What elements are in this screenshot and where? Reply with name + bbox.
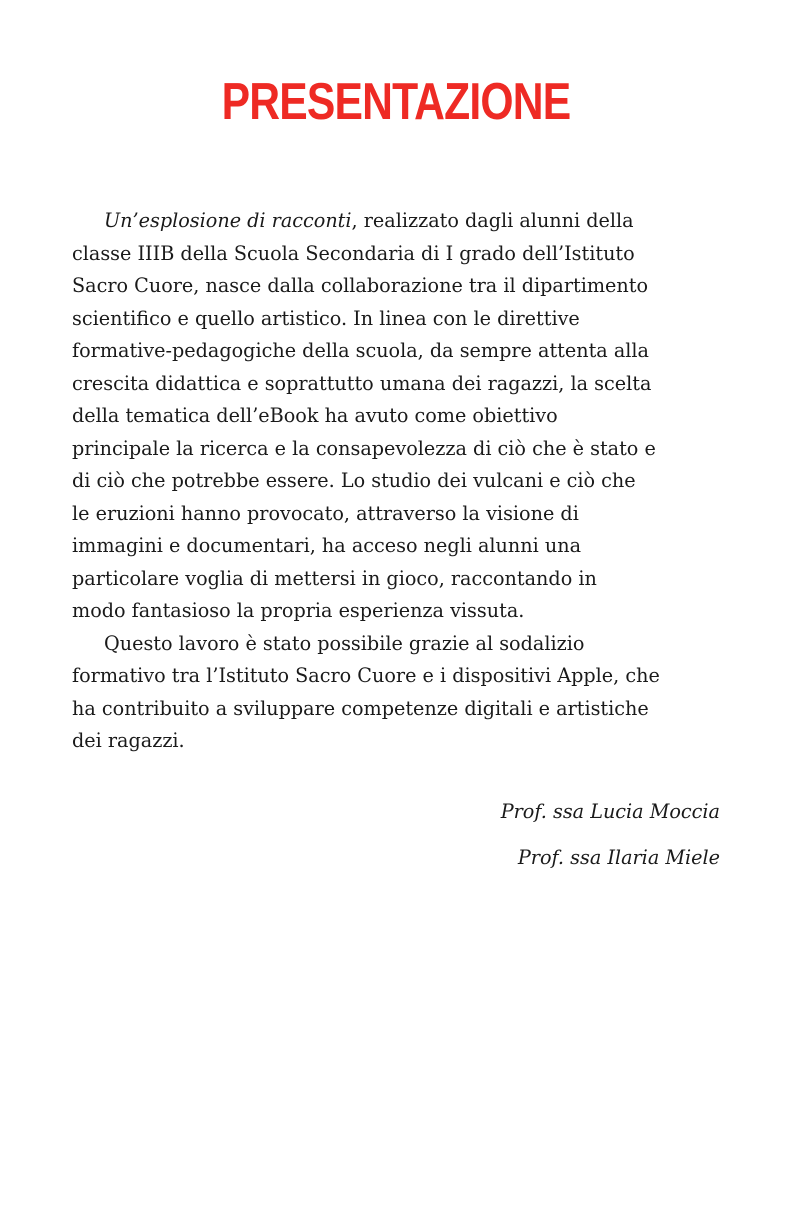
paragraph-line: immagini e documentari, ha acceso negli alunni una	[72, 534, 582, 557]
ebook-title-italic: Un’esplosione di racconti	[104, 209, 352, 232]
signature-author: Prof. ssa Lucia Moccia	[500, 800, 720, 823]
presentation-body	[72, 205, 732, 758]
signature-author: Prof. ssa Ilaria Miele	[517, 846, 720, 869]
paragraph-line: di ciò che potrebbe essere. Lo studio dei vulcani e ciò che	[72, 469, 636, 492]
paragraph-line: scientifico e quello artistico. In linea con le direttive	[72, 306, 580, 330]
paragraph-line-text: , realizzato dagli alunni della	[351, 209, 634, 232]
paragraph-line: Questo lavoro è stato possibile grazie al sodalizio	[104, 631, 585, 655]
paragraph-line: formativo tra l’Istituto Sacro Cuore e i dispositivi Apple, che	[72, 664, 660, 687]
paragraph-line: le eruzioni hanno provocato, attraverso la visione di	[72, 501, 579, 525]
page-title: PRESENTAZIONE	[221, 73, 571, 131]
paragraph-line: classe IIIB della Scuola Secondaria di I grado dell’Istituto	[72, 241, 635, 265]
paragraph-line: principale la ricerca e la consapevolezza di ciò che è stato e	[72, 436, 656, 460]
paragraph-line: particolare voglia di mettersi in gioco, raccontando in	[72, 566, 597, 590]
paragraph-line: dei ragazzi.	[72, 729, 185, 752]
paragraph-2	[72, 628, 732, 758]
signatures	[501, 789, 720, 881]
paragraph-line	[72, 205, 732, 238]
paragraph-line: formative-pedagogiche della scuola, da sempre attenta alla	[72, 339, 649, 362]
paragraph-line: della tematica dell’eBook ha avuto come obiettivo	[72, 404, 558, 427]
paragraph-line: ha contribuito a sviluppare competenze digitali e artistiche	[72, 696, 649, 720]
paragraph-line: crescita didattica e soprattutto umana dei ragazzi, la scelta	[72, 371, 652, 395]
paragraph-line: Sacro Cuore, nasce dalla collaborazione tra il dipartimento	[72, 274, 649, 297]
paragraph-line: modo fantasioso la propria esperienza vissuta.	[72, 599, 525, 622]
paragraph-1	[72, 205, 732, 628]
